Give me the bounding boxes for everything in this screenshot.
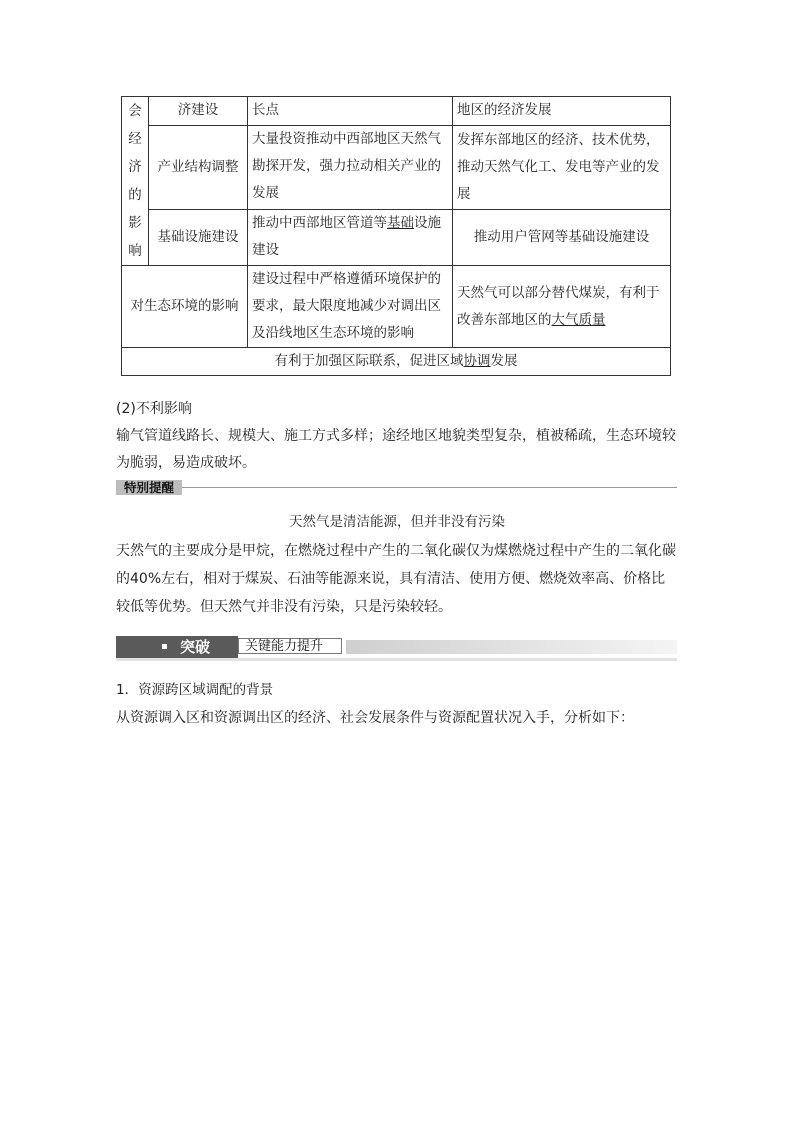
row3-west: 建设过程中严格遵循环境保护的要求，最大限度地减少对调出区及沿线地区生态环境的影响: [248, 266, 453, 348]
section2-body: 输气管道线路长、规模大、施工方式多样；途经地区地貌类型复杂，植被稀疏，生态环境较为脆弱，易造成破坏。: [116, 428, 676, 471]
section2-heading: (2)不利影响: [116, 401, 192, 417]
row2-west: 推动中西部地区管道等基础设施建设: [248, 209, 453, 265]
hint-banner: [116, 480, 677, 495]
breakthrough-label: 突破: [180, 638, 211, 656]
hint-body: 天然气的主要成分是甲烷，在燃烧过程中产生的二氧化碳仅为煤燃烧过程中产生的二氧化碳的40%左右，相对于煤炭、石油等能源来说，具有清洁、使用方便、燃烧效率高、价格比较低等优势。但天然气并非没有污染，只是污染较轻。: [116, 543, 676, 615]
hint-divider: [182, 487, 677, 488]
side-label-economy: 会 经 济 的 影 响: [122, 97, 149, 266]
row0-east: 地区的经济发展: [453, 97, 671, 126]
impact-table: [121, 96, 671, 376]
breakthrough-fade: [346, 640, 677, 654]
square-bullet-icon: [162, 644, 167, 649]
breakthrough-banner: [116, 636, 677, 658]
breakthrough-dark-block: [116, 636, 238, 658]
row1-west: 大量投资推动中西部地区天然气勘探开发，强力拉动相关产业的发展: [248, 125, 453, 209]
row3-category: 对生态环境的影响: [122, 266, 248, 348]
point1-heading: 1．资源跨区域调配的背景: [116, 682, 274, 698]
row2-category: 基础设施建设: [149, 209, 248, 265]
row3-east: 天然气可以部分替代煤炭，有利于改善东部地区的大气质量: [453, 266, 671, 348]
row4-summary: 有利于加强区际联系，促进区域协调发展: [122, 348, 671, 376]
row2-east: 推动用户管网等基础设施建设: [453, 209, 671, 265]
breakthrough-underline: [116, 658, 677, 661]
row0-west: 长点: [248, 97, 453, 126]
row0-category: 济建设: [149, 97, 248, 126]
row1-east: 发挥东部地区的经济、技术优势，推动天然气化工、发电等产业的发展: [453, 125, 671, 209]
point1-body: 从资源调入区和资源调出区的经济、社会发展条件与资源配置状况入手，分析如下：: [116, 710, 634, 726]
hint-label: 特别提醒: [116, 480, 182, 495]
row1-category: 产业结构调整: [149, 125, 248, 209]
breakthrough-sub: 关键能力提升: [238, 638, 342, 654]
hint-title: 天然气是清洁能源，但并非没有污染: [289, 514, 505, 530]
